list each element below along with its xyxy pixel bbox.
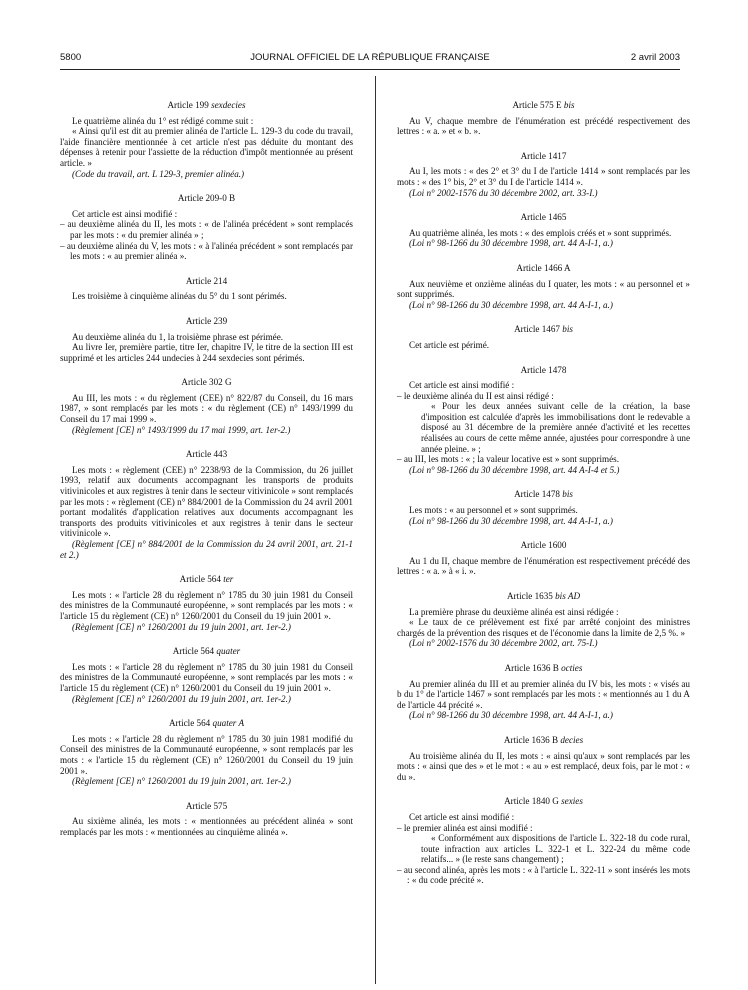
- legal-reference: (Règlement [CE] n° 1260/2001 du 19 juin 2001, art. 1er-2.): [72, 621, 291, 632]
- list-item: – au second alinéa, après les mots : « à l'article L. 322-11 » sont insérés les mots : « du code précité ».: [397, 864, 690, 886]
- article: [397, 365, 690, 476]
- legal-reference: (Règlement [CE] n° 1260/2001 du 19 juin 2001, art. 1er-2.): [72, 776, 291, 787]
- article-title: [60, 316, 353, 327]
- list-item: – au III, les mots : « ; la valeur locative est » sont supprimés.: [397, 454, 619, 465]
- article-suffix: sexdecies: [211, 100, 246, 110]
- article-number: Article 575 E: [512, 100, 564, 110]
- quoted-text: « Conformément aux dispositions de l'article L. 322-18 du code rural, toute infraction aux articles L. 322-1 et L. 322-24 du même code relatifs... » (le reste sans changement) ;: [421, 833, 690, 865]
- right-column: [397, 100, 690, 886]
- article-suffix: bis: [563, 100, 575, 110]
- paragraph: Au III, les mots : « du règlement (CEE) n° 822/87 du Conseil, du 16 mars 1987, » sont remplacés par les mots : « du règlement (CE) n° 1493/1999 du Conseil du 17 mai 1999 ».: [60, 392, 353, 425]
- article-number: Article 443: [185, 449, 228, 460]
- article-number: Article 209-0 B: [177, 193, 236, 204]
- paragraph: Au sixième alinéa, les mots : « mentionnées au précédent alinéa » sont remplacés par les mots : « mentionnées au cinquième alinéa ».: [60, 816, 353, 837]
- article: [397, 324, 690, 350]
- article-number: Article 564: [172, 646, 217, 657]
- article-suffix: bis AD: [555, 591, 581, 601]
- article-number: Article 302 G: [181, 377, 232, 388]
- paragraph: Les mots : « l'article 28 du règlement n° 1785 du 30 juin 1981 du Conseil des ministres de la Communauté européenne, » sont remplacés par les mots : « l'article 15 du règlement (CE) n° 1260/2001 du Conseil du 19 juin 2001 ».: [60, 589, 353, 621]
- paragraph: Au quatrième alinéa, les mots : « des emplois créés et » sont supprimés.: [409, 227, 672, 238]
- article-number: Article 1635: [506, 591, 556, 601]
- article-number: Article 564: [179, 574, 224, 585]
- article-number: Article 1840 G: [504, 796, 562, 807]
- article-number: Article 1636 B: [504, 662, 562, 673]
- article-suffix: bis: [562, 324, 573, 335]
- article-number: Article 575: [185, 800, 228, 811]
- paragraph: Les mots : « au personnel et » sont supprimés.: [409, 505, 578, 516]
- paragraph: Au livre Ier, première partie, titre Ier, chapitre IV, le titre de la section III est supprimé et les articles 244 undecies à 244 sexdecies sont périmés.: [60, 342, 353, 363]
- article-number: Article 1478: [514, 489, 563, 500]
- paragraph: Les troisième à cinquième alinéas du 5° du 1 sont périmés.: [72, 291, 287, 302]
- list-item: – au deuxième alinéa du II, les mots : « de l'alinéa précédent » sont remplacés par les mots : « du premier alinéa » ;: [60, 219, 353, 240]
- article: [60, 377, 353, 435]
- article-title: [397, 324, 690, 335]
- paragraph: Cet article est ainsi modifié :: [72, 208, 178, 219]
- article-title: [397, 540, 690, 551]
- article-number: Article 1478: [520, 364, 567, 375]
- article-number: Article 1466 A: [516, 262, 571, 273]
- legal-reference: (Loi n° 2002-1576 du 30 décembre 2002, art. 75-I.): [409, 638, 598, 649]
- page-header: [60, 52, 680, 66]
- article-title: [60, 377, 353, 388]
- paragraph: Les mots : « règlement (CEE) n° 2238/93 de la Commission, du 26 juillet 1993, relatif aux documents accompagnant les transports de produits vitivinicoles et aux registres à tenir dans le secteur vitivinicole » sont remplacés par les mots : « règlement (CE) n° 884/2001 de la Commission du 24 avril 2001 portant modalités d'application relatives aux documents accompagnant les transports des produits vitivinicoles et aux registres à tenir dans le secteur vitivinicole ».: [60, 464, 353, 539]
- paragraph: Au deuxième alinéa du 1, la troisième phrase est périmée.: [72, 331, 284, 342]
- paragraph: « Le taux de ce prélèvement est fixé par arrêté conjoint des ministres chargés de la prévention des risques et de l'économie dans la limite de 2,5 %. »: [397, 617, 690, 638]
- article-title: [397, 663, 690, 674]
- article: [60, 718, 353, 787]
- article-number: Article 564: [168, 718, 213, 729]
- article-title: [397, 796, 690, 807]
- legal-reference: (Loi n° 98-1266 du 30 décembre 1998, art. 44 A-I-4 et 5.): [409, 464, 620, 475]
- article: [60, 276, 353, 302]
- article-title: [397, 263, 690, 274]
- publication-date: 2 avril 2003: [630, 52, 680, 63]
- legal-reference: (Règlement [CE] n° 1260/2001 du 19 juin 2001, art. 1er-2.): [72, 693, 291, 704]
- article: [397, 663, 690, 721]
- article-title: [397, 100, 690, 111]
- article-title: [60, 100, 353, 111]
- article: [60, 574, 353, 632]
- legal-reference: (Loi n° 98-1266 du 30 décembre 1998, art. 44 A-I-1, a.): [409, 515, 613, 526]
- column-divider: [375, 76, 376, 984]
- article: [397, 263, 690, 310]
- paragraph: Cet article est ainsi modifié :: [409, 811, 515, 822]
- article-title: [397, 151, 690, 162]
- left-column: [60, 100, 353, 837]
- article-suffix: sexies: [561, 796, 583, 807]
- article-suffix: octies: [561, 662, 583, 673]
- paragraph: Au I, les mots : « des 2° et 3° du I de l'article 1414 » sont remplacés par les mots : « des 1° bis, 2° et 3° du I de l'article 1414 ».: [397, 166, 690, 187]
- paragraph: Au V, chaque membre de l'énumération est précédé respectivement des lettres : « a. » et « b. ».: [397, 115, 690, 137]
- article-suffix: quater A: [212, 718, 245, 729]
- article-number: Article 199: [167, 100, 212, 110]
- article: [397, 591, 690, 649]
- paragraph: Cet article est périmé.: [409, 339, 490, 350]
- paragraph: Les mots : « l'article 28 du règlement n° 1785 du 30 juin 1981 modifié du Conseil des ministres de la Communauté européenne, » sont remplacés par les mots : « l'article 15 du règlement (CE) n° 1260/2001 du Conseil du 19 juin 2001 ».: [60, 733, 353, 776]
- article-number: Article 1636 B: [503, 734, 561, 745]
- paragraph: Cet article est ainsi modifié :: [409, 380, 515, 391]
- article-number: Article 239: [185, 315, 228, 326]
- article-suffix: quater: [216, 646, 241, 657]
- paragraph: Le quatrième alinéa du 1° est rédigé comme suit :: [72, 115, 254, 126]
- article: [397, 489, 690, 526]
- article-title: [397, 735, 690, 746]
- list-item: – le deuxième alinéa du II est ainsi rédigé :: [397, 390, 554, 401]
- article: [60, 193, 353, 262]
- article-number: Article 1417: [520, 150, 567, 161]
- legal-reference: (Loi n° 2002-1576 du 30 décembre 2002, art. 33-I.): [409, 187, 598, 198]
- article: [397, 796, 690, 886]
- article: [60, 316, 353, 363]
- article-number: Article 1467: [514, 324, 563, 335]
- article-title: [60, 718, 353, 729]
- article: [60, 449, 353, 560]
- article: [60, 801, 353, 838]
- legal-reference: (Règlement [CE] n° 884/2001 de la Commission du 24 avril 2001, art. 21-1 et 2.): [60, 539, 353, 560]
- article-number: Article 1465: [520, 212, 567, 223]
- article: [60, 646, 353, 704]
- article-title: [397, 365, 690, 376]
- legal-reference: (Loi n° 98-1266 du 30 décembre 1998, art. 44 A-I-1, a.): [409, 238, 613, 249]
- article: [397, 540, 690, 577]
- legal-reference: (Loi n° 98-1266 du 30 décembre 1998, art. 44 A-I-1, a.): [409, 710, 613, 721]
- paragraph: Au 1 du II, chaque membre de l'énumération est respectivement précédé des lettres : « a. » à « i. ».: [397, 555, 690, 577]
- article-title: [60, 276, 353, 287]
- article-number: Article 1600: [520, 540, 567, 551]
- journal-title: JOURNAL OFFICIEL DE LA RÉPUBLIQUE FRANÇAISE: [250, 52, 490, 63]
- article-number: Article 214: [185, 275, 228, 286]
- legal-reference: (Loi n° 98-1266 du 30 décembre 1998, art. 44 A-I-1, a.): [409, 299, 613, 310]
- legal-reference: (Code du travail, art. L 129-3, premier alinéa.): [72, 168, 245, 179]
- article-suffix: ter: [223, 574, 234, 585]
- article: [397, 100, 690, 137]
- article: [60, 100, 353, 179]
- article-suffix: decies: [560, 734, 584, 745]
- paragraph: Aux neuvième et onzième alinéas du I quater, les mots : « au personnel et » sont supprimés.: [397, 278, 690, 300]
- article-title: [60, 574, 353, 585]
- article: [397, 151, 690, 198]
- quoted-text: « Pour les deux années suivant celle de la création, la base d'imposition est calculée d'après les immobilisations dont le redevable a disposé au 31 décembre de la première année d'activité et les recettes réalisées au cours de cette même année, ajustées pour correspondre à une année pleine. » ;: [421, 401, 690, 454]
- article-title: [60, 449, 353, 460]
- list-item: – au deuxième alinéa du V, les mots : « à l'alinéa précédent » sont remplacés par les mots : « au premier alinéa ».: [60, 240, 353, 262]
- article: [397, 212, 690, 249]
- article-suffix: bis: [562, 489, 573, 500]
- legal-reference: (Règlement [CE] n° 1493/1999 du 17 mai 1999, art. 1er-2.): [72, 424, 291, 435]
- paragraph: La première phrase du deuxième alinéa est ainsi rédigée :: [409, 606, 619, 617]
- article-title: [397, 489, 690, 500]
- paragraph: Au troisième alinéa du II, les mots : « ainsi qu'aux » sont remplacés par les mots : « ainsi que des » et le mot : « au » est remplacé, deux fois, par le mot : « du ».: [397, 750, 690, 782]
- paragraph: Les mots : « l'article 28 du règlement n° 1785 du 30 juin 1981 du Conseil des ministres de la Communauté européenne, » sont remplacés par les mots : « l'article 15 du règlement (CE) n° 1260/2001 du Conseil du 19 juin 2001 ».: [60, 661, 353, 693]
- list-item: – le premier alinéa est ainsi modifié :: [397, 822, 533, 833]
- paragraph: Au premier alinéa du III et au premier alinéa du IV bis, les mots : « visés au b du 1° de l'article 1467 » sont remplacés par les mots : « mentionnés au 1 du A de l'article 44 précité ».: [397, 678, 690, 710]
- article-title: [397, 212, 690, 223]
- header-rule: [60, 69, 680, 70]
- article: [397, 735, 690, 782]
- article-title: [60, 801, 353, 812]
- paragraph: « Ainsi qu'il est dit au premier alinéa de l'article L. 129-3 du code du travail, l'aide financière mentionnée à cet article n'est pas déduite du montant des dépenses à retenir pour l'assiette de la réduction d'impôt mentionnée au présent article. »: [60, 126, 353, 168]
- page-number: 5800: [60, 52, 82, 63]
- article-title: [60, 646, 353, 657]
- article-title: [397, 591, 690, 602]
- article-title: [60, 193, 353, 204]
